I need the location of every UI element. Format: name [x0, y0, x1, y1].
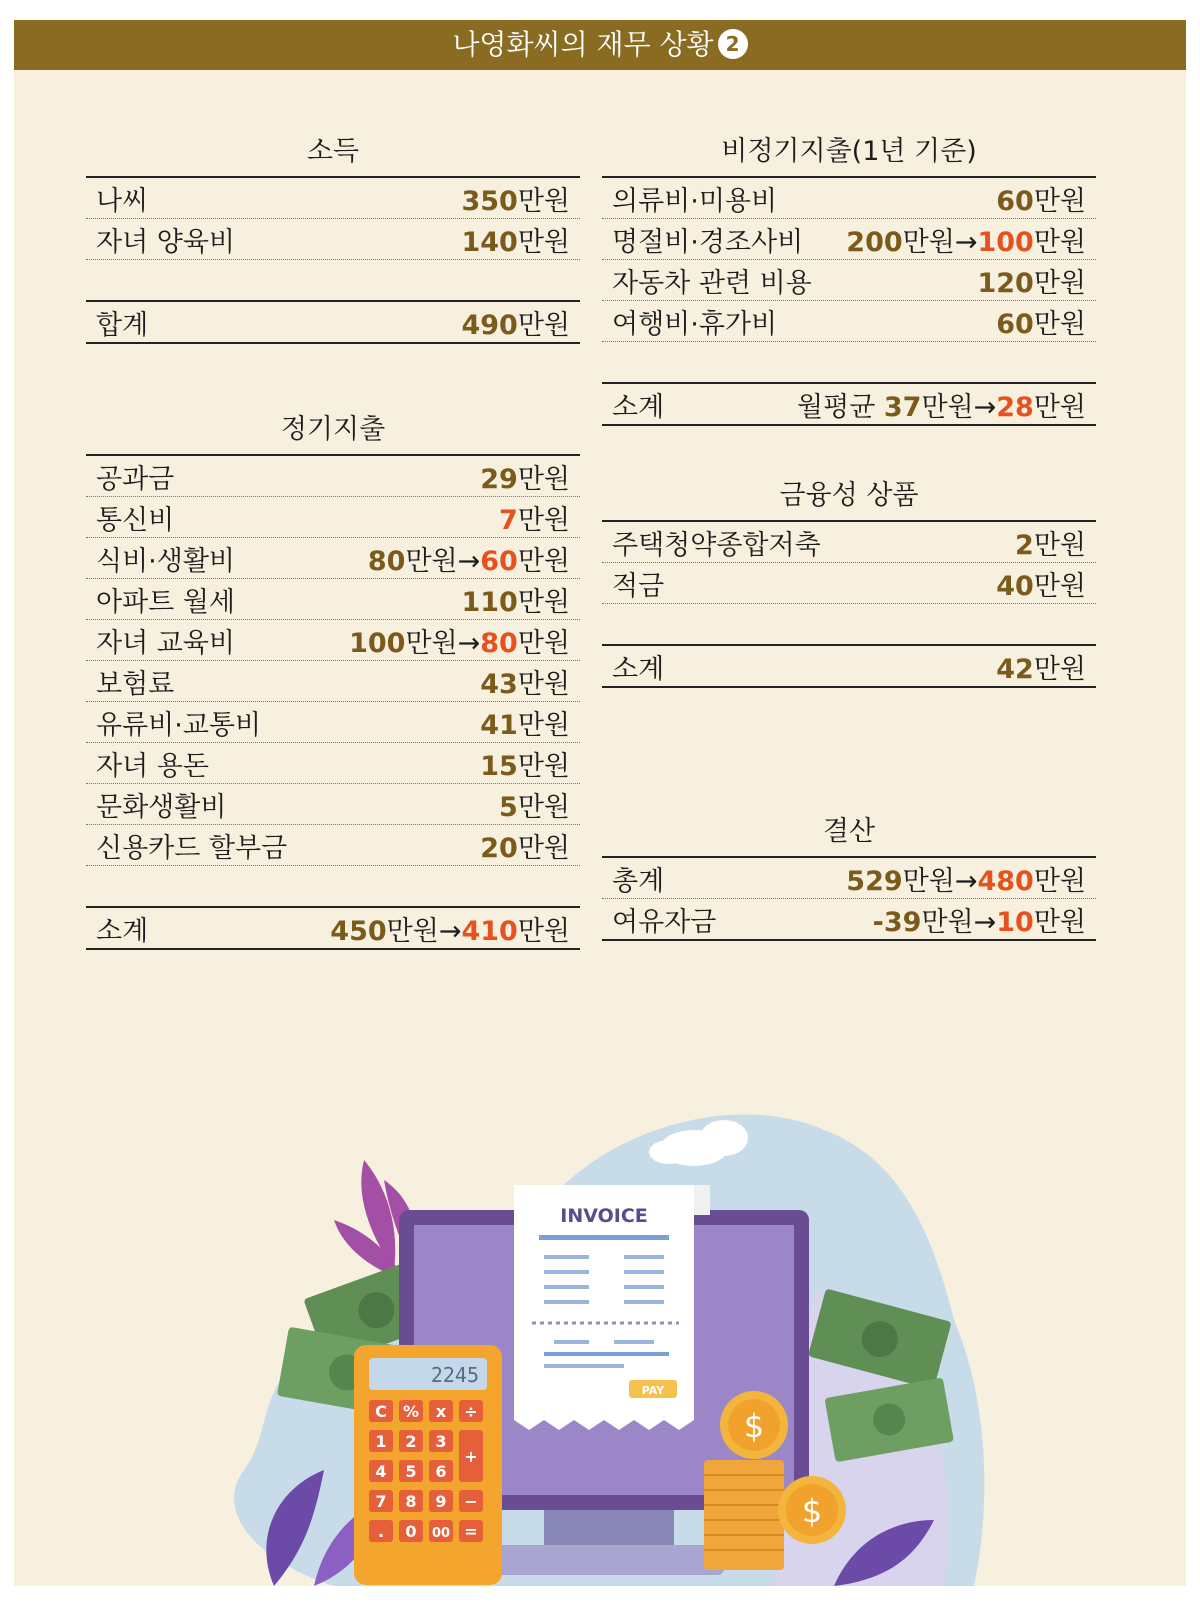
expense-row: 자녀 교육비 100만원→80만원: [86, 620, 580, 661]
financial-subtotal-row: 소계 42만원: [602, 644, 1096, 686]
irregular-expense-table: [602, 176, 1096, 426]
expense-row: 공과금 29만원: [86, 456, 580, 497]
svg-text:0: 0: [405, 1522, 417, 1541]
irregular-expense-section: [602, 134, 1096, 426]
expense-row: 자녀 용돈 15만원: [86, 743, 580, 784]
svg-text:.: .: [377, 1522, 385, 1541]
financial-product-title: 금융성 상품: [779, 480, 919, 511]
settlement-surplus-row: 여유자금 -39만원→10만원: [612, 906, 1086, 938]
blank-row: [602, 604, 1096, 644]
blank-row: [86, 260, 580, 300]
svg-text:$: $: [801, 1492, 823, 1530]
expense-row: 보험료 43만원: [86, 661, 580, 702]
svg-text:INVOICE: INVOICE: [560, 1205, 648, 1227]
expense-row: 문화생활비 5만원: [86, 784, 580, 825]
row-label: 합계: [96, 309, 149, 341]
row-value: 140만원: [461, 226, 570, 258]
dollar-coin-icon: [720, 1391, 788, 1459]
financial-product-table: [602, 520, 1096, 688]
dollar-coin-icon: [778, 1476, 846, 1544]
expense-row: 아파트 월세 110만원: [86, 579, 580, 620]
svg-text:$: $: [743, 1407, 765, 1445]
svg-text:5: 5: [405, 1462, 417, 1481]
svg-text:−: −: [464, 1492, 478, 1511]
row-value: 490만원: [461, 309, 570, 341]
regular-expense-section: [86, 412, 580, 950]
settlement-total-row: 총계 529만원→480만원: [602, 858, 1096, 899]
invoice-icon: [514, 1185, 710, 1430]
svg-text:C: C: [375, 1402, 387, 1421]
irregular-expense-title: 비정기지출(1년 기준): [721, 136, 977, 167]
row-label: 자녀 양육비: [96, 226, 235, 258]
svg-text:÷: ÷: [464, 1402, 478, 1421]
row-label: 나씨: [96, 185, 149, 217]
svg-text:2: 2: [405, 1432, 417, 1451]
svg-text:3: 3: [435, 1432, 447, 1451]
income-table: [86, 176, 580, 344]
svg-text:x: x: [435, 1402, 447, 1421]
svg-text:=: =: [464, 1522, 478, 1541]
settlement-table: [602, 856, 1096, 941]
expense-row: 의류비·미용비 60만원: [602, 178, 1096, 219]
coin-stack-icon: [704, 1460, 784, 1570]
blank-row: [86, 866, 580, 906]
finance-illustration: [214, 1090, 994, 1586]
expense-row: 유류비·교통비 41만원: [86, 702, 580, 743]
svg-text:9: 9: [435, 1492, 447, 1511]
income-row: [86, 178, 580, 219]
product-row: 적금 40만원: [602, 563, 1096, 604]
financial-product-section: [602, 478, 1096, 688]
income-total-row: [86, 300, 580, 342]
irregular-subtotal-row: 소계 월평균 37만원→28만원: [602, 382, 1096, 424]
title-number-badge: 2: [718, 29, 748, 59]
income-title: 소득: [306, 136, 360, 167]
svg-text:+: +: [464, 1447, 478, 1466]
income-row: [86, 219, 580, 260]
expense-row: 식비·생활비 80만원→60만원: [86, 538, 580, 579]
calculator-icon: [354, 1345, 502, 1585]
expense-row: 명절비·경조사비 200만원→100만원: [602, 219, 1096, 260]
blank-row: [602, 342, 1096, 382]
product-row: 주택청약종합저축 2만원: [602, 522, 1096, 563]
svg-text:8: 8: [405, 1492, 417, 1511]
row-value: 350만원: [461, 185, 570, 217]
expense-row: 여행비·휴가비 60만원: [602, 301, 1096, 342]
settlement-section: [602, 814, 1096, 941]
expense-row: 신용카드 할부금 20만원: [86, 825, 580, 866]
svg-text:PAY: PAY: [641, 1384, 665, 1397]
settlement-title: 결산: [822, 816, 876, 847]
svg-text:2245: 2245: [430, 1363, 479, 1387]
regular-expense-table: [86, 454, 580, 950]
title-banner: [14, 20, 1186, 70]
svg-text:00: 00: [431, 1526, 451, 1541]
regular-subtotal-row: 소계 450만원→410만원: [86, 906, 580, 948]
expense-row: 자동차 관련 비용 120만원: [602, 260, 1096, 301]
regular-expense-title: 정기지출: [280, 414, 386, 445]
svg-text:%: %: [402, 1402, 420, 1421]
svg-text:1: 1: [375, 1432, 387, 1451]
income-section: [86, 134, 580, 344]
expense-row: 통신비 7만원: [86, 497, 580, 538]
svg-text:6: 6: [435, 1462, 447, 1481]
svg-text:4: 4: [375, 1462, 387, 1481]
svg-text:7: 7: [375, 1492, 387, 1511]
page-title: 나영화씨의 재무 상황: [452, 28, 714, 61]
